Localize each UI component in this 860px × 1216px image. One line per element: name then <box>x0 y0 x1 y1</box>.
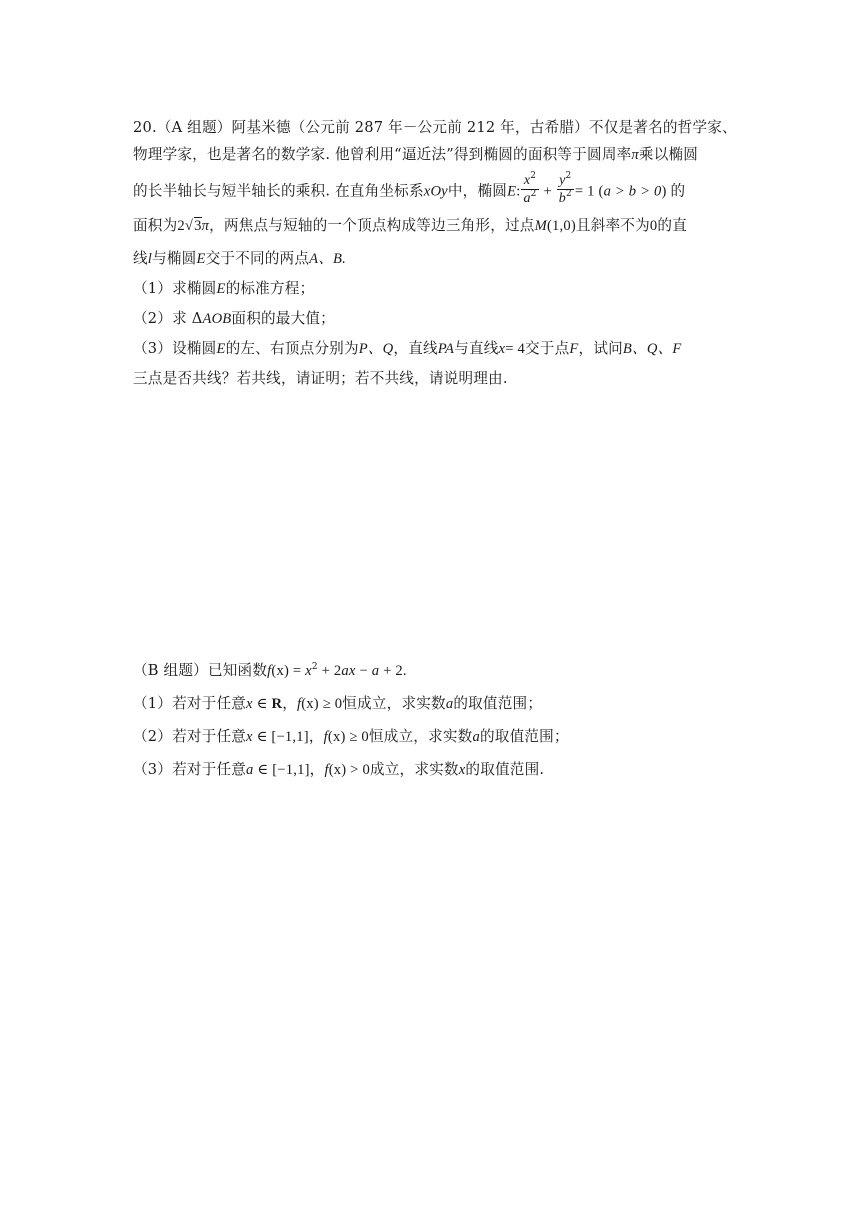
math-b: b <box>558 191 566 206</box>
math-f: f <box>323 729 328 745</box>
math-M: M <box>534 218 547 234</box>
exponent: 2 <box>530 189 537 199</box>
math-x: x <box>458 762 466 778</box>
question-b-1 <box>133 694 542 714</box>
problem-a-line-2 <box>133 145 698 165</box>
problem-a-line-4 <box>133 216 687 236</box>
question-text: ， <box>282 695 297 712</box>
question-b-3 <box>133 760 544 780</box>
question-a-2 <box>133 309 335 329</box>
math-E: E <box>216 341 226 357</box>
math-equals: = <box>289 663 306 679</box>
math-minus: − <box>355 663 372 679</box>
math-xoy: xOy <box>423 183 448 200</box>
math-pi: π <box>631 147 639 163</box>
question-text: 与直线 <box>454 340 499 357</box>
problem-b-text: （B 组题）已知函数 <box>133 662 268 679</box>
math-interval: ∈ [−1,1] <box>252 729 309 745</box>
question-text: （2）若对于任意 <box>133 728 247 745</box>
math-AB: A、B. <box>309 251 347 267</box>
question-text: 的取值范围； <box>479 728 569 745</box>
problem-a-line-1 <box>133 118 737 138</box>
math-PA: PA <box>437 341 455 357</box>
math-equals: = 1 ( <box>574 183 604 200</box>
math-E: E <box>196 251 206 267</box>
math-a: a <box>246 762 254 778</box>
problem-a-text: 中，椭圆 <box>447 182 508 200</box>
problem-a-line-5 <box>133 249 346 269</box>
problem-a-text: 且斜率不为 <box>575 217 650 234</box>
question-text: ， <box>308 728 324 745</box>
math-x: x <box>498 341 506 357</box>
math-x: x <box>305 663 312 679</box>
math-a: a <box>523 191 531 206</box>
math-period: . <box>402 663 407 679</box>
problem-a-text: 线 <box>133 250 148 267</box>
question-b-2 <box>133 727 569 747</box>
math-x: x <box>246 696 253 712</box>
question-text: （1）若对于任意 <box>133 695 247 712</box>
question-a-3-line-2 <box>133 369 508 389</box>
problem-a-text: 物理学家，也是著名的数学家. 他曾利用“逼近法”得到椭圆的面积等于圆周率 <box>133 146 632 163</box>
question-text: （1）求椭圆 <box>133 280 217 297</box>
math-gt: > 0 <box>346 762 370 778</box>
math-sqrt-3: 3 <box>194 218 202 234</box>
math-equals-4: = 4 <box>505 341 526 357</box>
math-E: E <box>216 281 226 297</box>
fraction-x2-a2 <box>521 172 538 207</box>
problem-a-text: 的直 <box>657 217 687 234</box>
math-in: ∈ <box>252 696 272 712</box>
math-F: F <box>569 341 579 357</box>
sqrt-symbol: √ <box>184 218 194 234</box>
problem-a-text: 交于不同的两点 <box>205 250 310 267</box>
question-text: 的标准方程； <box>225 280 315 297</box>
math-a: a <box>371 663 380 679</box>
question-text: 面积的最大值； <box>231 310 335 327</box>
math-colon: : <box>516 183 521 200</box>
math-arg: (x) <box>301 696 319 712</box>
question-text: ， <box>309 761 325 778</box>
math-point: (1,0) <box>546 218 576 234</box>
math-interval: ∈ [−1,1] <box>253 762 310 778</box>
math-a: a <box>445 696 454 712</box>
math-f: f <box>267 663 272 679</box>
math-plus: + 2 <box>317 663 342 679</box>
math-f: f <box>324 762 329 778</box>
problem-a-text: 乘以椭圆 <box>638 146 699 163</box>
exponent: 2 <box>565 171 572 181</box>
problem-a-text: 面积为 <box>133 217 178 234</box>
math-E: E <box>507 183 517 200</box>
question-a-1 <box>133 279 314 299</box>
question-text: ，试问 <box>578 340 623 357</box>
problem-a-text: 20.（A 组题）阿基米德（公元前 287 年－公元前 212 年，古希腊）不仅是著名的哲学家、 <box>133 119 737 136</box>
problem-b-intro <box>133 661 407 681</box>
math-x: x <box>523 173 531 188</box>
math-pi: π <box>201 218 210 234</box>
exponent: 2 <box>530 171 537 181</box>
math-BQF: B、Q、F <box>622 341 682 357</box>
question-text: ，直线 <box>393 340 438 357</box>
math-f: f <box>296 696 302 712</box>
math-PQ: P、Q <box>358 341 394 357</box>
math-y: y <box>559 173 566 188</box>
math-R: R <box>271 696 283 712</box>
math-AOB: AOB <box>202 311 232 327</box>
question-text: 三点是否共线？若共线，请证明；若不共线，请说明理由. <box>133 370 508 387</box>
math-two: 2 <box>177 218 185 234</box>
math-arg: (x) <box>328 762 347 778</box>
exponent: 2 <box>565 189 572 199</box>
question-text: 恒成立，求实数 <box>368 728 473 745</box>
math-l: l <box>147 251 153 267</box>
math-a: a <box>472 729 480 745</box>
math-x: x <box>246 729 253 745</box>
question-text: （2）求 Δ <box>133 310 203 327</box>
math-ge: ≥ 0 <box>345 729 369 745</box>
question-text: 成立，求实数 <box>369 761 459 778</box>
question-text: 的左、右顶点分别为 <box>225 340 359 357</box>
math-arg: (x) <box>327 729 346 745</box>
problem-a-text: 与椭圆 <box>152 250 197 267</box>
question-text: 的取值范围. <box>465 761 545 778</box>
math-plus: + 2 <box>379 663 403 679</box>
problem-a-text: ，两焦点与短轴的一个顶点构成等边三角形，过点 <box>209 217 535 234</box>
problem-a-text: 的长半轴长与短半轴长的乘积. 在直角坐标系 <box>133 182 424 200</box>
math-arg: (x) <box>271 663 290 679</box>
fraction-y2-b2 <box>557 172 574 207</box>
math-ge: ≥ 0 <box>318 696 343 712</box>
exponent: 2 <box>311 662 318 672</box>
question-text: 交于点 <box>525 340 570 357</box>
math-zero: 0 <box>649 218 658 234</box>
question-text: （3）设椭圆 <box>133 340 217 357</box>
question-text: 恒成立，求实数 <box>342 695 446 712</box>
math-condition: a > b > 0 <box>603 183 662 200</box>
question-a-3 <box>133 339 681 359</box>
math-ax: ax <box>341 663 356 679</box>
problem-a-line-3: 的长半轴长与短半轴长的乘积. 在直角坐标系xOy中，椭圆E: $\frac{x^2}{a^2}$ + $\frac{y^2}{b^2}$ = 1 (a > b > 0) 的 <box>133 171 686 206</box>
problem-a-text: ) 的 <box>661 183 686 200</box>
question-text: （3）若对于任意 <box>133 761 247 778</box>
question-text: 的取值范围； <box>453 695 543 712</box>
